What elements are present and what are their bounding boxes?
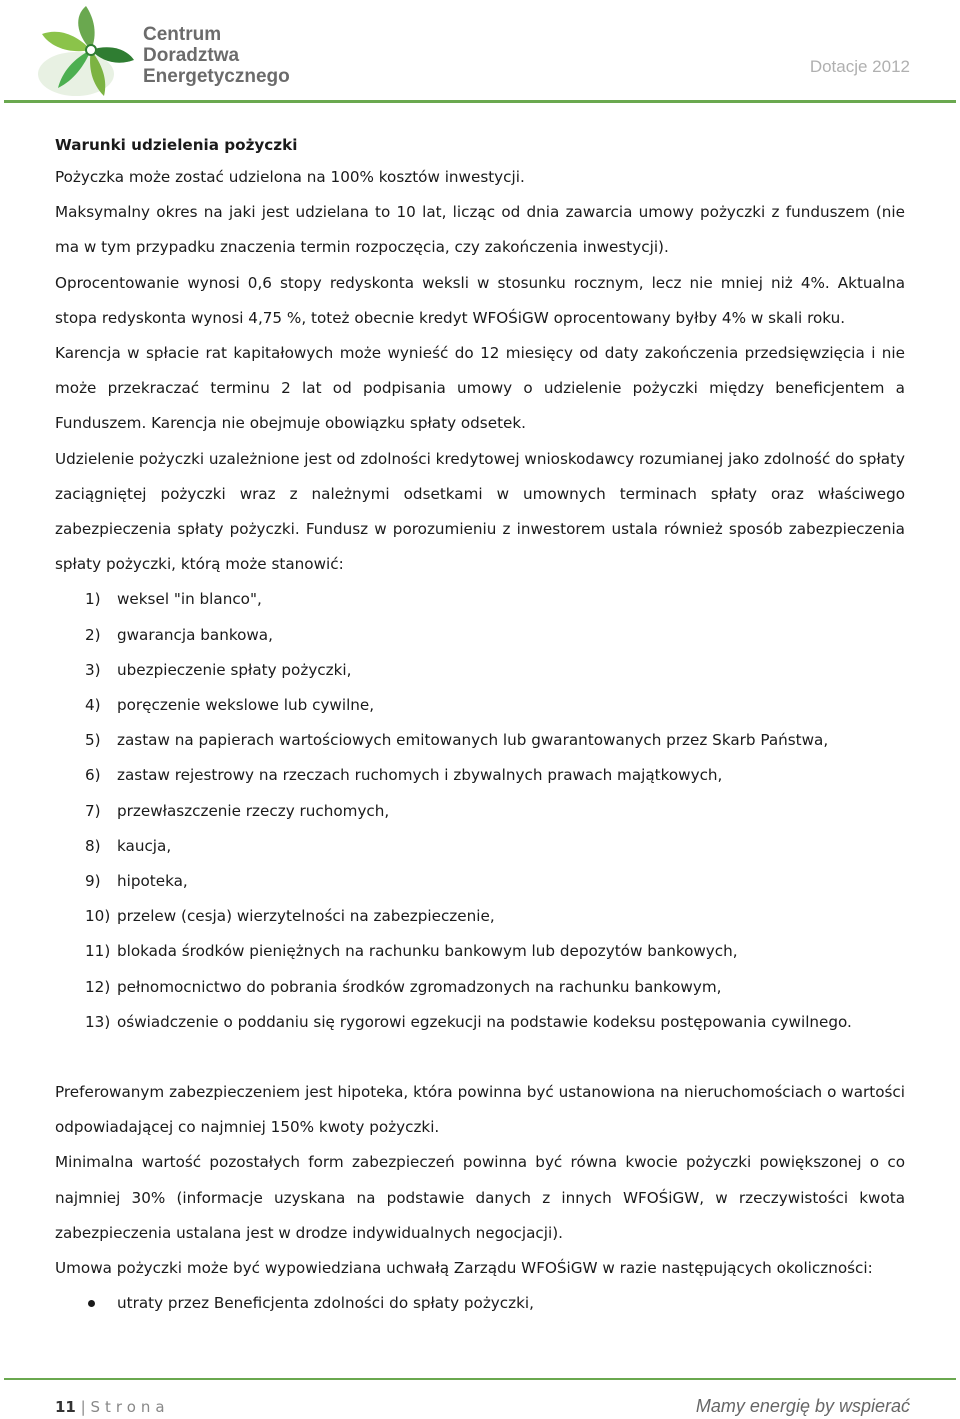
page-number-separator: | [80, 1398, 86, 1416]
list-item: 3) ubezpieczenie spłaty pożyczki, [85, 660, 352, 679]
section-heading: Warunki udzielenia pożyczki [55, 136, 298, 154]
list-item: 7) przewłaszczenie rzeczy ruchomych, [85, 801, 390, 820]
list-item: 2) gwarancja bankowa, [85, 625, 273, 644]
header-document-title: Dotacje 2012 [809, 57, 910, 76]
org-name-line2: Doradztwa [143, 45, 240, 66]
list-item: 13) oświadczenie o poddaniu się rygorowi egzekucji na podstawie kodeksu postępowania cywilnego. [85, 1012, 852, 1031]
termination-list [55, 1286, 905, 1321]
list-item: 8) kaucja, [85, 836, 172, 855]
paragraph-grace-period: Karencja w spłacie rat kapitałowych może wynieść do 12 miesięcy od daty zakończenia przedsięwzięcia i nie może przekraczać terminu 2 lat od podpisania umowy o udzielenie pożyczki między beneficjentem a Funduszem. Karencja nie obejmuje obowiązku spłaty odsetek. [55, 344, 905, 433]
org-name-line3: Energetycznego [143, 66, 290, 87]
document-body [55, 131, 905, 1322]
paragraph-min-collateral: Minimalna wartość pozostałych form zabezpieczeń powinna być równa kwocie pożyczki powiększonej o co najmniej 30% (informacje uzyskana na podstawie danych z innych WFOŚiGW, w rzeczywistości kwota zabezpieczenia ustalana jest w drodze indywidualnych negocjacji). [55, 1153, 905, 1242]
list-item: 6) zastaw rejestrowy na rzeczach ruchomych i zbywalnych prawach majątkowych, [85, 766, 723, 785]
org-name-line1: Centrum [143, 24, 222, 45]
header-divider [4, 100, 956, 103]
paragraph-loan-amount: Pożyczka może zostać udzielona na 100% kosztów inwestycji. [55, 168, 525, 186]
list-item: 5) zastaw na papierach wartościowych emitowanych lub gwarantowanych przez Skarb Państwa, [85, 731, 829, 750]
footer-motto: Mamy energię by wspierać [695, 1396, 910, 1416]
list-item: 1) weksel "in blanco", [85, 590, 262, 609]
page-number-value: 11 [55, 1398, 76, 1416]
list-item: 9) hipoteka, [85, 872, 188, 891]
paragraph-termination: Umowa pożyczki może być wypowiedziana uchwałą Zarządu WFOŚiGW w razie następujących okoliczności: [55, 1259, 873, 1278]
list-item: 12) pełnomocnictwo do pobrania środków zgromadzonych na rachunku bankowym, [85, 977, 722, 996]
paragraph-preferred-collateral: Preferowanym zabezpieczeniem jest hipoteka, która powinna być ustanowiona na nieruchomościach o wartości odpowiadającej co najmniej 150% kwoty pożyczki. [55, 1083, 905, 1137]
list-item: 4) poręczenie wekslowe lub cywilne, [85, 696, 375, 715]
footer-divider [4, 1378, 956, 1380]
paragraph-creditworthiness: Udzielenie pożyczki uzależnione jest od zdolności kredytowej wnioskodawcy rozumianej jako zdolność do spłaty zaciągniętej pożyczki wraz z należnymi odsetkami w umownych terminach spłaty oraz właściwego zabezpieczenia spłaty pożyczki. Fundusz w porozumieniu z inwestorem ustala również sposób zabezpieczenia spłaty pożyczki, którą może stanowić: [55, 449, 906, 574]
bullet-icon [88, 1300, 95, 1307]
page-number [55, 1398, 170, 1416]
list-item: 10) przelew (cesja) wierzytelności na zabezpieczenie, [85, 907, 495, 926]
organization-name [143, 24, 290, 87]
paragraph-interest: Oprocentowanie wynosi 0,6 stopy redyskonta weksli w stosunku rocznym, lecz nie mniej niż 4%. Aktualna stopa redyskonta wynosi 4,75 %, toteż obecnie kredyt WFOŚiGW oprocentowany byłby 4% w skali roku. [55, 273, 905, 327]
page-header [0, 0, 960, 110]
spacer [55, 1040, 905, 1075]
logo-wind-turbine-icon [36, 4, 146, 100]
collateral-list [55, 582, 905, 1040]
paragraph-max-period: Maksymalny okres na jaki jest udzielana to 10 lat, licząc od dnia zawarcia umowy pożyczki z funduszem (nie ma w tym przypadku znaczenia termin rozpoczęcia, czy zakończenia inwestycji). [55, 203, 905, 257]
list-item: 11) blokada środków pieniężnych na rachunku bankowym lub depozytów bankowych, [85, 942, 738, 961]
page-label: Strona [90, 1398, 170, 1416]
list-item: utraty przez Beneficjenta zdolności do spłaty pożyczki, [55, 1286, 905, 1321]
